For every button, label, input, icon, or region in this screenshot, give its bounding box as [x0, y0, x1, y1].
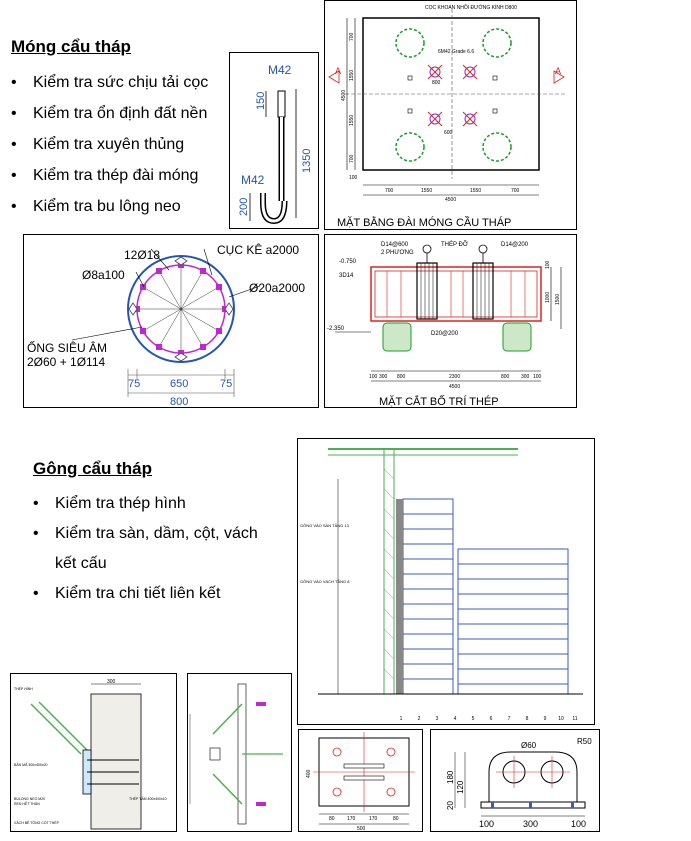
list-item: • Kiểm tra bu lông neo: [11, 191, 208, 222]
grid-label: 2: [417, 716, 421, 722]
rebar-section-drawing: [324, 234, 577, 408]
detail1-note: BULONG NEO M20: [14, 797, 46, 801]
list-item: • Kiểm tra xuyên thủng: [11, 129, 208, 160]
crane-elevation-drawing: [297, 438, 595, 725]
plate-dim: 80: [393, 816, 399, 822]
bolt-top-label: M42: [268, 63, 292, 77]
section-dim: 100: [533, 374, 542, 380]
wall-connection-detail: [10, 673, 177, 832]
lug-plate-detail: [430, 729, 600, 832]
pile-dim-800: 800: [170, 396, 189, 408]
crane-note-floor13: GÔNG VÀO SÀN TẦNG 13: [300, 523, 349, 528]
plan-dim: 1550: [421, 188, 433, 194]
lug-dim: 300: [523, 819, 539, 829]
detail1-note: BẢN MÃ 300x400x20: [14, 763, 48, 767]
pile-label-sonic-tube: ỐNG SIÊU ÂM: [27, 341, 108, 355]
section1-list: [11, 67, 208, 222]
section-dim-h100: 100: [545, 260, 551, 269]
detail1-note: VÁCH BÊ TÔNG CỐT THÉP: [14, 821, 59, 825]
plate-dim: 170: [347, 816, 356, 822]
rebar-label-3d14: 3D14: [339, 273, 354, 279]
pile-label-ring: Ø20a2000: [249, 281, 306, 295]
plan-dim: 700: [385, 188, 394, 194]
section-dim: 300: [379, 374, 388, 380]
detail1-note: THÉP TẤM 400x400x10: [129, 797, 167, 801]
section1-title: Móng cẩu tháp: [11, 37, 131, 56]
pile-label-spacer: CỤC KÊ a2000: [217, 243, 300, 257]
pile-dim-75: 75: [128, 378, 141, 390]
section-dim: 100: [369, 374, 378, 380]
plan-dim-100: 100: [349, 175, 358, 181]
grid-label: 1: [399, 716, 403, 722]
lug-dim-hole: Ø60: [521, 741, 537, 750]
lug-dim-radius: R50: [577, 737, 592, 746]
detail1-note: THÉP HÌNH: [14, 687, 33, 691]
pile-label-tube-size: 2Ø60 + 1Ø114: [27, 355, 106, 369]
section-dim-h1500: 1500: [555, 293, 561, 305]
plate-dim: 170: [369, 816, 378, 822]
crane-note-wall8: GÔNG VÀO VÁCH TẦNG 8: [300, 579, 350, 584]
plate-dim: 80: [329, 816, 335, 822]
grid-label: 7: [507, 716, 511, 722]
plan-dim: 1550: [470, 188, 482, 194]
rebar-label-d14-200: D14@200: [501, 242, 529, 248]
lug-dim: 100: [571, 819, 587, 829]
list-item: kết cấu: [55, 555, 107, 572]
plan-dim-side: 700: [349, 32, 355, 41]
anchor-bolt-drawing: [229, 52, 319, 229]
section-dim: 800: [501, 374, 510, 380]
dim-200: 200: [238, 197, 250, 216]
grid-label: 4: [453, 716, 457, 722]
section-mark-left: A: [335, 66, 342, 76]
plan-dim-side: 1550: [349, 69, 355, 81]
foundation-plan-drawing: [324, 0, 577, 230]
grid-label: 5: [471, 716, 475, 722]
plan-dim-800: 800: [432, 80, 441, 86]
plate-dim-400: 400: [306, 769, 312, 778]
dim-1350: 1350: [301, 148, 313, 173]
lug-dim-20: 20: [446, 801, 455, 810]
rebar-label-2-directions: 2 PHƯƠNG: [381, 250, 414, 256]
plan-dim-side-total: 4500: [341, 89, 347, 101]
section2-title: Gông cẩu tháp: [33, 459, 152, 478]
rebar-label-d20: D20@200: [431, 331, 459, 337]
pile-label-stirrup: Ø8a100: [82, 268, 125, 282]
bracing-detail: [187, 673, 292, 832]
section-mark-right: A: [555, 66, 562, 76]
pile-dim-650: 650: [170, 378, 189, 390]
lug-dim: 100: [479, 819, 495, 829]
pile-label-main-bars: 12Ø18: [124, 248, 161, 262]
base-plate-detail: [298, 729, 423, 832]
section-dim: 2300: [449, 374, 461, 380]
grid-label: 10: [558, 716, 564, 722]
grid-label: 9: [543, 716, 547, 722]
list-item: • Kiểm tra ổn định đất nền: [11, 98, 208, 129]
list-item: • Kiểm tra chi tiết liên kết: [33, 585, 221, 602]
bolt-mid-label: M42: [241, 173, 265, 187]
dim-150: 150: [255, 91, 267, 110]
section-title: MẶT CẮT BỐ TRÍ THÉP: [379, 396, 499, 408]
level-top: -0.750: [339, 259, 357, 265]
section2-list: [33, 489, 258, 609]
plan-dim-600: 600: [444, 130, 453, 136]
list-item: • Kiểm tra thép hình: [33, 495, 186, 512]
pile-dim-75: 75: [220, 378, 233, 390]
section-dim: 300: [521, 374, 530, 380]
list-item: • Kiểm tra sức chịu tải cọc: [11, 67, 208, 98]
bolt-note: 6M42 Grade 6.6: [438, 49, 475, 55]
plan-dim-total: 4500: [445, 197, 457, 203]
plan-dim-side: 1550: [349, 114, 355, 126]
plan-title: MẶT BẰNG ĐÀI MÓNG CẦU THÁP: [337, 217, 512, 229]
grid-label: 8: [525, 716, 529, 722]
detail1-dim-300: 300: [107, 679, 116, 685]
rebar-label-support-steel: THÉP ĐỠ: [441, 242, 469, 248]
list-item: • Kiểm tra thép đài móng: [11, 160, 208, 191]
lug-dim-180: 180: [446, 770, 455, 784]
section-dim-h1000: 1000: [545, 291, 551, 303]
pile-note: CỌC KHOAN NHỒI ĐƯỜNG KÍNH D800: [425, 5, 517, 11]
section-dim: 800: [397, 374, 406, 380]
plan-dim: 700: [511, 188, 520, 194]
rebar-label-d14-600: D14@600: [381, 242, 409, 248]
grid-label: 11: [572, 716, 578, 722]
pile-section-drawing: [23, 234, 319, 408]
section-dim-total: 4500: [449, 384, 461, 390]
grid-label: 3: [435, 716, 439, 722]
grid-label: 6: [489, 716, 493, 722]
plan-dim-side: 700: [349, 154, 355, 163]
plate-dim-total: 500: [357, 826, 366, 832]
detail1-note: REN HẾT THÂN: [14, 802, 40, 806]
list-item: • Kiểm tra sàn, dầm, cột, vách: [33, 525, 258, 542]
level-bottom: -2.350: [327, 326, 345, 332]
lug-dim-120: 120: [456, 780, 465, 794]
